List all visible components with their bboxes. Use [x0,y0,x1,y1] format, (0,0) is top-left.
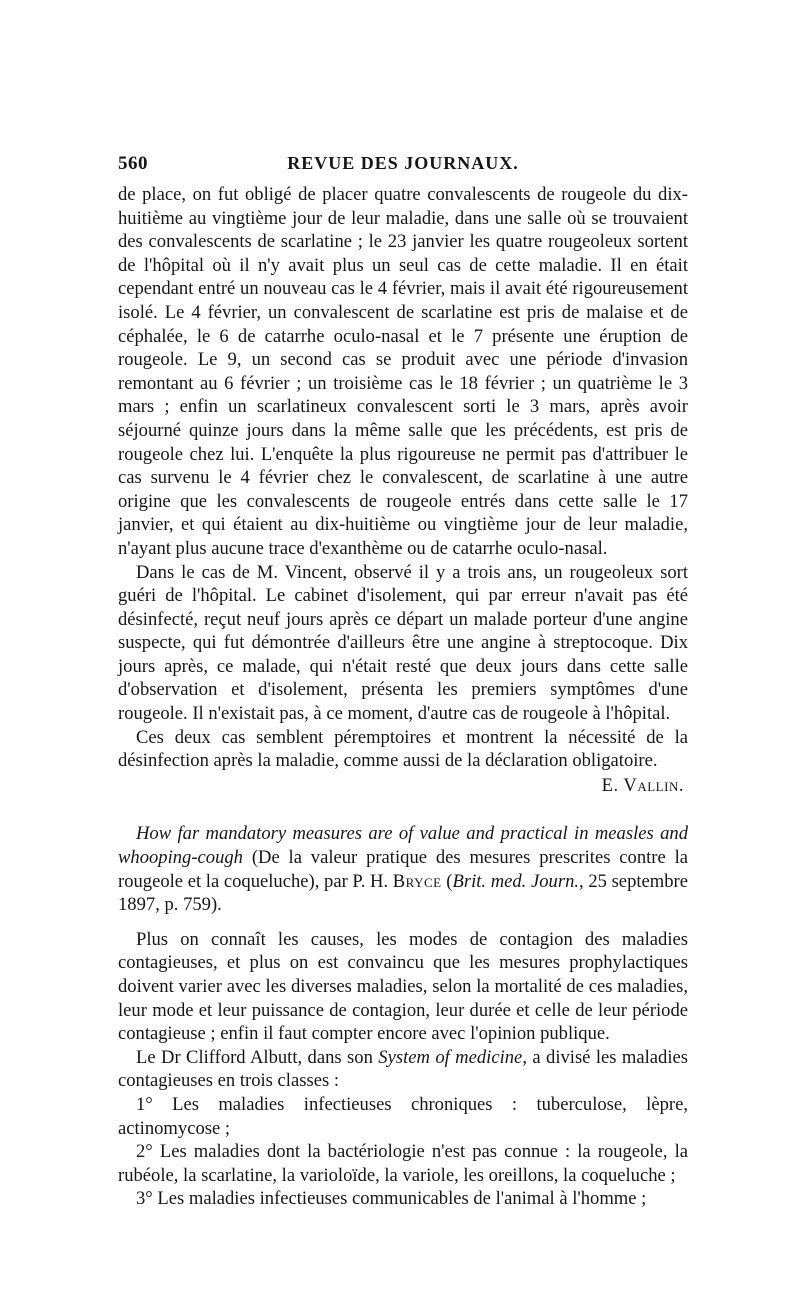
running-head: REVUE DES JOURNAUX. [287,153,519,173]
conclusion-paragraph: Ces deux cas semblent péremptoires et montrent la nécessité de la désinfection après la maladie, comme aussi de la déclaration obligatoire. [118,726,688,772]
book-title: System of medicine [378,1046,523,1068]
continuation-paragraph: de place, on fut obligé de placer quatre convalescents de rougeole du dix-huitième au vingtième jour de leur maladie, dans une salle où se trouvaient des convalescents de scarlatine ; le 23 janvier les quatre rougeoleux sortent de l'hôpital où il n'y avait plus un seul cas de cette maladie. Il en était cependant entré un nouveau cas le 4 février, mais il avait été rigoureusement isolé. Le 4 février, un convalescent de scarlatine est pris de malaise et de céphalée, le 6 de catarrhe oculo-nasal et le 7 présente une éruption de rougeole. Le 9, un second cas se produit avec une période d'invasion remontant au 6 février ; un troisième cas le 18 février ; un quatrième le 3 mars ; enfin un scarlatineux convalescent sorti le 3 mars, après avoir séjourné quinze jours dans la même salle que les précédents, est pris de rougeole chez lui. L'enquête la plus rigoureuse ne permit pas d'attribuer le cas survenu le 4 février chez le convalescent, de scarlatine à une autre origine que les convalescents de rougeole entrés dans cette salle le 17 janvier, et qui étaient au dix-huitième ou vingtième jour de leur maladie, n'ayant plus aucune trace d'exanthème ou de catarrhe oculo-nasal. [118,184,688,559]
p2-text-end: , a divisé les maladies contagieuses en trois classes : [118,1046,688,1092]
article-paren: ( [441,870,453,892]
article-title: How far mandatory measures are of value and practical in measles and whooping-cough [118,823,688,869]
list-item-2: 2° Les maladies dont la bactériologie n'est pas connue : la rougeole, la rubéole, la scarlatine, la varioloïde, la variole, les oreillons, la coqueluche ; [118,1141,688,1186]
list-item-1: 1° Les maladies infectieuses chroniques : tuberculose, lèpre, actinomycose ; [118,1093,688,1139]
vincent-case-paragraph: Dans le cas de M. Vincent, observé il y a trois ans, un rougeoleux sort guéri de l'hôpital. Le cabinet d'isolement, qui par erreur n'avait pas été désinfecté, reçut neuf jours après ce départ un malade porteur d'une angine suspecte, qui fut démontrée d'ailleurs être une angine à streptocoque. Dix jours après, ce malade, qui n'était resté que deux jours dans cette salle d'observation et d'isolement, présenta les premiers symptômes d'une rougeole. Il n'existait pas, à ce moment, d'autre cas de rougeole à l'hôpital. [118,561,688,725]
article-paragraph-2 [118,1046,688,1093]
p2-text-start: Le Dr Clifford Albutt, dans son [136,1046,379,1068]
citation-details: , 25 septembre 1897, p. 759). [118,870,688,916]
article-author: Bryce [392,870,442,892]
list-item-3: 3° Les maladies infectieuses communicables de l'animal à l'homme ; [136,1188,647,1210]
page-header [118,153,688,177]
journal-name: Brit. med. Journ. [452,870,580,892]
article-paragraph-1: Plus on connaît les causes, les modes de contagion des maladies contagieuses, et plus on est convaincu que les mesures prophylactiques doivent varier avec les diverses maladies, selon la mortalité de ces maladies, leur mode et leur puissance de contagion, leur durée et celle de leur période contagieuse ; enfin il faut compter encore avec l'opinion publique. [118,928,688,1045]
article-subtitle: (De la valeur pratique des mesures prescrites contre la rougeole et la coqueluche), par P. H. [118,847,688,892]
page-body [118,183,688,1211]
article-heading [118,822,688,916]
page-number: 560 [118,153,148,174]
author-signature: E. Vallin. [601,774,684,796]
